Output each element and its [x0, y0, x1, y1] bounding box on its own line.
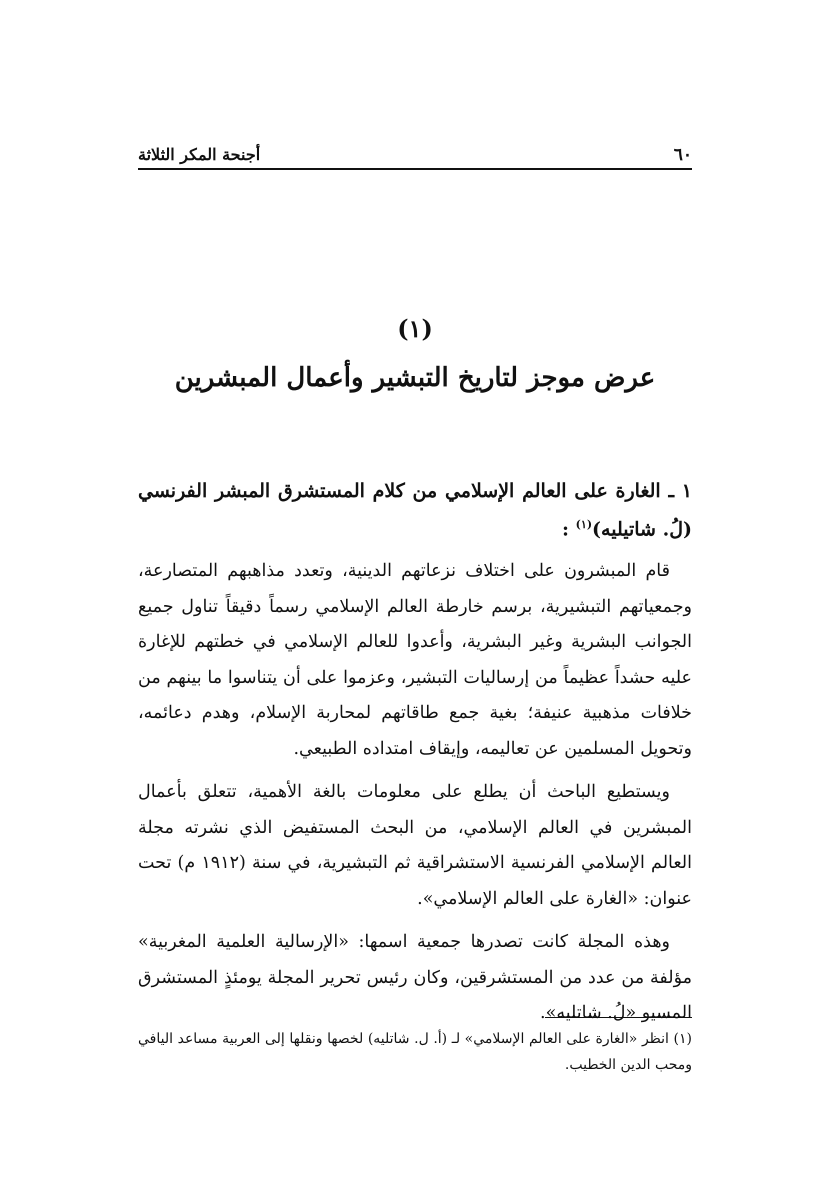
footnote: (١) انظر «الغارة على العالم الإسلامي» لـ (أ. ل. شاتليه) لخصها ونقلها إلى العربية مساعد اليافي ومحب الدين الخطيب. — [138, 1031, 692, 1073]
page-number: ٦٠ — [673, 145, 692, 165]
paragraph: وهذه المجلة كانت تصدرها جمعية اسمها: «الإرسالية العلمية المغربية» مؤلفة من عدد من المستشرقين، وكان رئيس تحرير المجلة يومئذٍ المستشرق المسيو «لُ. شاتليه». — [138, 932, 692, 1023]
section-heading-text: ١ ـ الغارة على العالم الإسلامي من كلام المستشرق المبشر الفرنسي (لُ. شاتيليه) — [138, 480, 692, 541]
paragraph: ويستطيع الباحث أن يطلع على معلومات بالغة الأهمية، تتعلق بأعمال المبشرين في العالم الإسلامي، من البحث المستفيض الذي نشرته مجلة العالم الإسلامي الفرنسية الاستشراقية ثم التبشيرية، في سنة (١٩١٢ م) تحت عنوان: «الغارة على العالم الإسلامي». — [138, 782, 693, 909]
paragraph: قام المبشرون على اختلاف نزعاتهم الدينية، وتعدد مذاهبهم المتصارعة، وجمعياتهم التبشيرية، برسم خارطة العالم الإسلامي رسماً دقيقاً تناول جميع الجوانب البشرية وغير البشرية، وأعدوا للعالم الإسلامي في خطتهم للإغارة عليه حشداً عظيماً من إرساليات التبشير، وعزموا على أن يتناسوا ما بينهم من خلافات مذهبية عنيفة؛ بغية جمع طاقاتهم لمحاربة الإسلام، وهدم دعائمه، وتحويل المسلمين عن تعاليمه، وإيقاف امتداده الطبيعي. — [138, 561, 692, 759]
footnote-separator — [545, 1017, 692, 1018]
section-heading-colon: : — [562, 518, 570, 541]
running-header — [138, 144, 692, 170]
chapter-title: عرض موجز لتاريخ التبشير وأعمال المبشرين — [174, 363, 656, 393]
footnote-marker: (١) — [575, 518, 593, 531]
chapter-number: (١) — [397, 314, 433, 343]
section-heading — [138, 474, 692, 546]
book-title: أجنحة المكر الثلاثة — [138, 145, 261, 164]
body-text — [138, 554, 692, 1040]
